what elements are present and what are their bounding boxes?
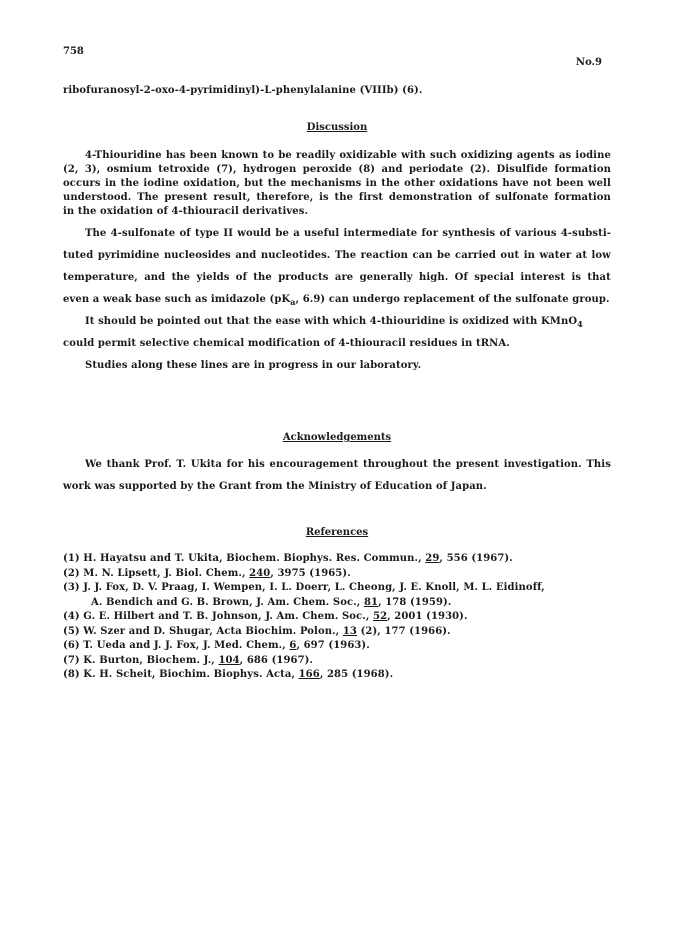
- word: the: [267, 178, 287, 189]
- word: oxidizable: [339, 150, 397, 161]
- word: can: [412, 250, 433, 261]
- reference-text: , 2001 (1930).: [387, 611, 468, 622]
- word: formation: [554, 192, 611, 203]
- reference-text: (5) W. Szer and D. Shugar, Acta Biochim. Polon.,: [63, 625, 343, 637]
- word: first: [358, 192, 384, 203]
- acknowledgements-heading: Acknowledgements: [282, 432, 392, 443]
- word: with: [401, 150, 426, 161]
- word: Ukita: [190, 459, 222, 470]
- word: useful: [304, 228, 340, 239]
- word: is: [319, 192, 329, 203]
- word: of: [499, 228, 511, 239]
- word: hydrogen: [242, 164, 297, 175]
- word: tetroxide: [158, 164, 210, 175]
- reference-volume: 166: [298, 669, 320, 680]
- word: (8): [358, 164, 376, 175]
- word: be: [278, 150, 292, 161]
- reference-volume: 29: [425, 553, 440, 564]
- word: generally: [359, 272, 413, 283]
- word: demonstration: [388, 192, 473, 203]
- word: the: [253, 272, 272, 283]
- discussion-p2-line-last: even a weak base such as imidazole ($pK_a$, 6.9) can undergo replacement of the sulfonate group.: [63, 294, 610, 307]
- word: Of: [454, 272, 468, 283]
- word: pyrimidine: [97, 250, 160, 261]
- word: II: [223, 228, 233, 239]
- reference-text: (7) K. Burton, Biochem. J.,: [63, 654, 219, 666]
- reference-volume: 104: [218, 654, 240, 666]
- word: would: [237, 228, 272, 239]
- word: 4-Thiouridine: [85, 150, 162, 161]
- reference-text: (2) M. N. Lipsett, J. Biol. Chem.,: [63, 567, 250, 579]
- reference-volume: 6: [289, 640, 297, 651]
- reference-volume: 81: [363, 596, 379, 608]
- word: for: [421, 228, 439, 239]
- word: yields: [196, 272, 230, 283]
- word: to: [262, 150, 275, 161]
- word: mechanisms: [290, 178, 362, 189]
- word: agents: [516, 150, 555, 161]
- discussion-p3-line-last: could permit selective chemical modification of 4-thiouracil residues in tRNA.: [63, 338, 510, 349]
- word: various: [514, 228, 557, 239]
- word: products: [278, 272, 329, 283]
- intro-line: ribofuranosyl-2-oxo-4-pyrimidinyl)-L-phenylalanine (VIIIb) (6).: [63, 85, 423, 96]
- word: We: [85, 459, 102, 470]
- word: and: [235, 250, 257, 261]
- discussion-p1-line: [63, 191, 611, 205]
- reference-text: , 686 (1967).: [239, 654, 314, 666]
- word: oxidation,: [183, 178, 240, 189]
- references-list: [63, 552, 611, 683]
- word: at: [575, 250, 588, 261]
- reference-text: (2), 177 (1966).: [356, 625, 451, 637]
- word: the: [432, 459, 452, 470]
- word: special: [474, 272, 515, 283]
- word: synthesis: [442, 228, 496, 239]
- discussion-p2-line: [63, 227, 611, 241]
- word: 4-sulfonate: [110, 228, 176, 239]
- word: well: [587, 178, 611, 189]
- word: is: [571, 272, 582, 283]
- word: type: [194, 228, 220, 239]
- word: (2,: [63, 164, 79, 175]
- word: in: [365, 178, 377, 189]
- word: low: [591, 250, 611, 261]
- page-number: 758: [63, 46, 84, 57]
- word: not: [533, 178, 552, 189]
- word: be: [275, 228, 289, 239]
- word: oxidizing: [460, 150, 513, 161]
- word: oxidations: [439, 178, 499, 189]
- reference-volume: 13: [342, 625, 357, 637]
- word: the: [381, 178, 400, 189]
- word: a: [293, 228, 300, 239]
- word: This: [586, 459, 611, 470]
- word: in: [523, 250, 536, 261]
- word: present: [455, 459, 500, 470]
- discussion-p1-line: [63, 177, 611, 191]
- reference-text: , 556 (1967).: [439, 553, 513, 564]
- word: out: [500, 250, 520, 261]
- word: encouragement: [269, 459, 359, 470]
- word: high.: [418, 272, 449, 283]
- word: other: [404, 178, 435, 189]
- word: been: [556, 178, 584, 189]
- discussion-p3-line: It should be pointed out that the ease with which 4-thiouridine is oxidized with KMnO$_4$: [85, 316, 583, 329]
- reference-volume: 52: [373, 611, 388, 622]
- word: reaction: [360, 250, 408, 261]
- word: the: [171, 272, 191, 283]
- word: and: [144, 272, 166, 283]
- word: nucleosides: [163, 250, 231, 261]
- word: and: [381, 164, 403, 175]
- word: (7),: [216, 164, 237, 175]
- reference-text: , 285 (1968).: [319, 669, 394, 680]
- discussion-p1-line: [63, 149, 611, 163]
- word: are: [334, 272, 354, 283]
- discussion-p1-line: [63, 163, 611, 177]
- word: therefore,: [256, 192, 314, 203]
- reference-volume: 240: [249, 567, 271, 579]
- discussion-body: [63, 149, 611, 373]
- word: temperature,: [63, 272, 138, 283]
- reference-text: (8) K. H. Scheit, Biochim. Biophys. Acta,: [63, 669, 299, 680]
- word: osmium: [106, 164, 152, 175]
- word: periodate: [408, 164, 464, 175]
- reference-item: [63, 596, 611, 611]
- intro-block: [63, 84, 611, 98]
- word: nucleotides.: [260, 250, 331, 261]
- word: intermediate: [343, 228, 418, 239]
- reference-text: (4) G. E. Hilbert and T. B. Johnson, J. Am. Chem. Soc.,: [63, 611, 374, 622]
- reference-text: (1) H. Hayatsu and T. Ukita, Biochem. Biophys. Res. Commun.,: [63, 553, 426, 564]
- word: thank: [106, 459, 140, 470]
- word: known: [221, 150, 259, 161]
- issue-number: No.9: [575, 57, 602, 68]
- word: but: [244, 178, 264, 189]
- word: readily: [296, 150, 336, 161]
- word: has: [165, 150, 186, 161]
- word: understood.: [63, 192, 132, 203]
- word: his: [247, 459, 265, 470]
- word: the: [120, 178, 140, 189]
- word: throughout: [363, 459, 428, 470]
- reference-item: [63, 668, 611, 683]
- word: formation: [554, 164, 611, 175]
- word: tuted: [63, 250, 94, 261]
- discussion-p2-line: [63, 249, 611, 263]
- word: 3),: [84, 164, 101, 175]
- word: that: [587, 272, 611, 283]
- word: of: [179, 228, 191, 239]
- word: of: [235, 272, 247, 283]
- word: carried: [455, 250, 496, 261]
- word: have: [502, 178, 529, 189]
- reference-item: [63, 610, 611, 625]
- word: investigation.: [503, 459, 582, 470]
- discussion-heading: Discussion: [306, 122, 368, 133]
- reference-text: , 697 (1963).: [296, 640, 370, 651]
- word: present: [164, 192, 208, 203]
- reference-text: (3) J. J. Fox, D. V. Praag, I. Wempen, I. L. Doerr, L. Cheong, J. E. Knoll, M. L. Eidinoff,: [63, 582, 545, 593]
- word: iodine: [575, 150, 611, 161]
- word: iodine: [143, 178, 179, 189]
- references-heading: References: [305, 527, 369, 538]
- word: The: [137, 192, 159, 203]
- word: 4-substi-: [560, 228, 611, 239]
- word: sulfonate: [495, 192, 549, 203]
- word: of: [478, 192, 490, 203]
- word: for: [226, 459, 244, 470]
- reference-item: [63, 552, 611, 567]
- word: been: [189, 150, 218, 161]
- discussion-p1-line: in the oxidation of 4-thiouracil derivatives.: [63, 206, 309, 217]
- word: peroxide: [302, 164, 352, 175]
- acknowledgements-line: [63, 458, 611, 472]
- word: occurs: [63, 178, 101, 189]
- reference-item: [63, 567, 611, 582]
- word: result,: [213, 192, 251, 203]
- word: interest: [520, 272, 566, 283]
- word: as: [558, 150, 572, 161]
- word: The: [334, 250, 357, 261]
- reference-item: [63, 581, 611, 596]
- word: T.: [176, 459, 187, 470]
- acknowledgements-body: [63, 458, 611, 494]
- discussion-p4-line: Studies along these lines are in progress in our laboratory.: [85, 360, 422, 371]
- word: The: [85, 228, 107, 239]
- reference-text: , 3975 (1965).: [270, 567, 351, 579]
- word: be: [437, 250, 451, 261]
- reference-item: [63, 625, 611, 640]
- word: Disulfide: [496, 164, 549, 175]
- reference-item: [63, 639, 611, 654]
- discussion-p2-line: [63, 271, 611, 285]
- reference-text: (6) T. Ueda and J. J. Fox, J. Med. Chem.,: [63, 640, 290, 651]
- word: such: [429, 150, 457, 161]
- word: the: [334, 192, 354, 203]
- word: Prof.: [144, 459, 172, 470]
- acknowledgements-line: work was supported by the Grant from the Ministry of Education of Japan.: [63, 481, 487, 492]
- reference-text: , 178 (1959).: [378, 596, 452, 608]
- word: in: [104, 178, 117, 189]
- reference-text: A. Bendich and G. B. Brown, J. Am. Chem. Soc.,: [91, 596, 364, 608]
- word: (2).: [469, 164, 491, 175]
- word: water: [539, 250, 572, 261]
- reference-item: [63, 654, 611, 669]
